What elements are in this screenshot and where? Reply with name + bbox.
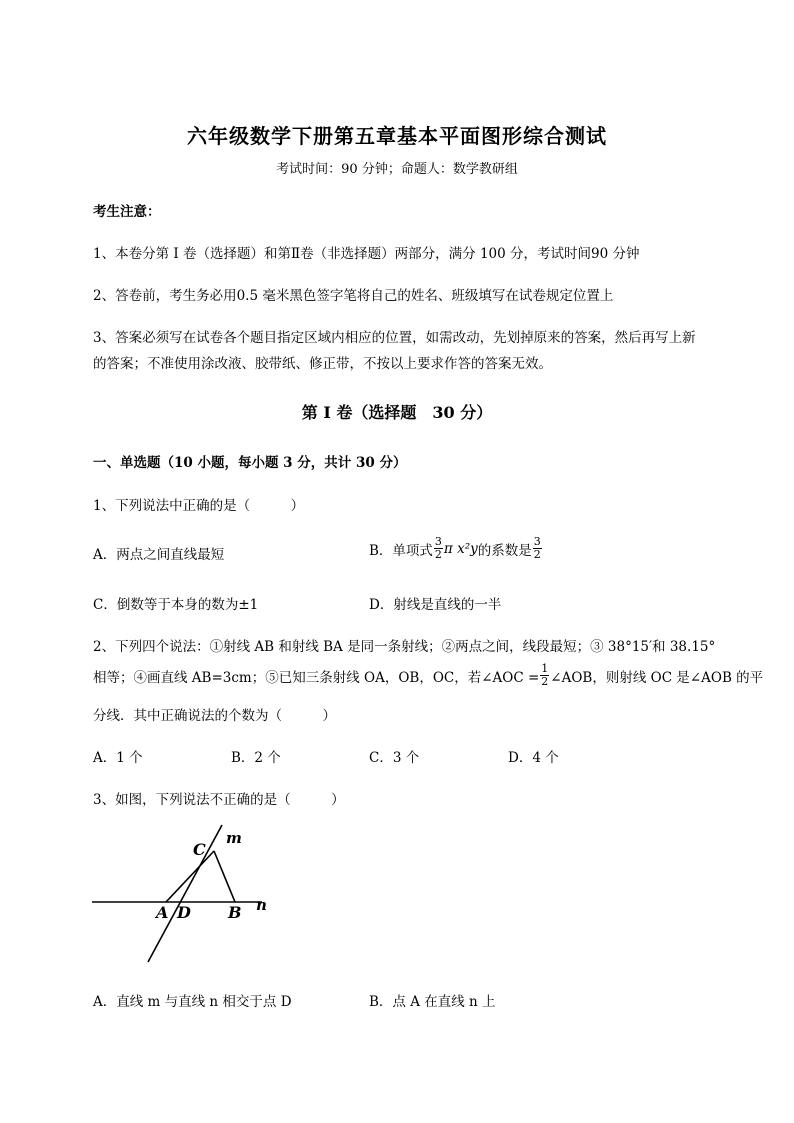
notice-item-3: 3、答案必须写在试卷各个题目指定区域内相应的位置，如需改动，先划掉原来的答案，然后再写上新 (93, 330, 696, 346)
q1-fraction-1-den: 2 (434, 548, 442, 561)
line-m (148, 825, 222, 962)
q1-option-d: D．射线是直线的一半 (369, 597, 502, 613)
q1-fraction-2-den: 2 (533, 548, 541, 561)
notice-item-3-cont: 的答案；不准使用涂改液、胶带纸、修正带，不按以上要求作答的答案无效。 (93, 356, 552, 372)
segment-ac (166, 851, 214, 902)
question-1-stem: 1、下列说法中正确的是（ ） (93, 498, 305, 514)
page-subtitle: 考试时间：90 分钟；命题人：数学教研组 (276, 162, 518, 177)
q1-option-a: A．两点之间直线最短 (93, 547, 225, 563)
q2-option-d: D．4 个 (508, 750, 559, 766)
q3-option-a: A．直线 m 与直线 n 相交于点 D (93, 994, 292, 1010)
section-heading: 一、单选题（10 小题，每小题 3 分，共计 30 分） (93, 455, 407, 471)
q3-option-b: B．点 A 在直线 n 上 (369, 994, 496, 1010)
label-n: n (256, 896, 267, 914)
notice-item-2: 2、答卷前，考生务必用0.5 毫米黑色签字笔将自己的姓名、班级填写在试卷规定位置上 (93, 288, 614, 304)
q2-fraction-den: 2 (541, 675, 549, 688)
label-b: B (228, 903, 242, 922)
segment-cb (214, 851, 235, 902)
q1-monomial: π x²y (443, 540, 478, 557)
question-2-line-3: 分线．其中正确说法的个数为（ ） (93, 708, 336, 724)
q2-option-a: A．1 个 (93, 750, 143, 766)
label-c: C (193, 840, 206, 859)
q2-option-b: B．2 个 (231, 750, 281, 766)
label-a: A (156, 903, 169, 922)
q1-fraction-2-num: 3 (533, 535, 541, 548)
q1-fraction-1-num: 3 (434, 535, 442, 548)
q1-option-b-mid: 的系数是 (477, 542, 532, 559)
q2-line-2-a: 相等；④画直线 AB=3cm；⑤已知三条射线 OA，OB，OC，若∠AOC = (93, 669, 540, 686)
q2-line-2-b: ∠AOB，则射线 OC 是∠AOB 的平 (550, 669, 764, 686)
label-d: D (177, 903, 191, 922)
section-title: 第 I 卷（选择题 30 分） (301, 403, 493, 422)
notice-item-1: 1、本卷分第 I 卷（选择题）和第Ⅱ卷（非选择题）两部分，满分 100 分，考试时间90 分钟 (93, 246, 640, 262)
q1-option-b-prefix: B．单项式 (369, 542, 433, 559)
question-2-line-1: 2、下列四个说法：①射线 AB 和射线 BA 是同一条射线；②两点之间，线段最短；③ 38°15′和 38.15° (93, 639, 716, 655)
q2-fraction-num: 1 (541, 662, 549, 675)
question-3-stem: 3、如图，下列说法不正确的是（ ） (93, 792, 345, 808)
q1-option-c: C．倒数等于本身的数为±1 (93, 597, 259, 613)
page-title: 六年级数学下册第五章基本平面图形综合测试 (187, 124, 607, 148)
q2-option-c: C．3 个 (369, 750, 420, 766)
notice-heading: 考生注意： (93, 204, 161, 220)
label-m: m (226, 829, 242, 847)
